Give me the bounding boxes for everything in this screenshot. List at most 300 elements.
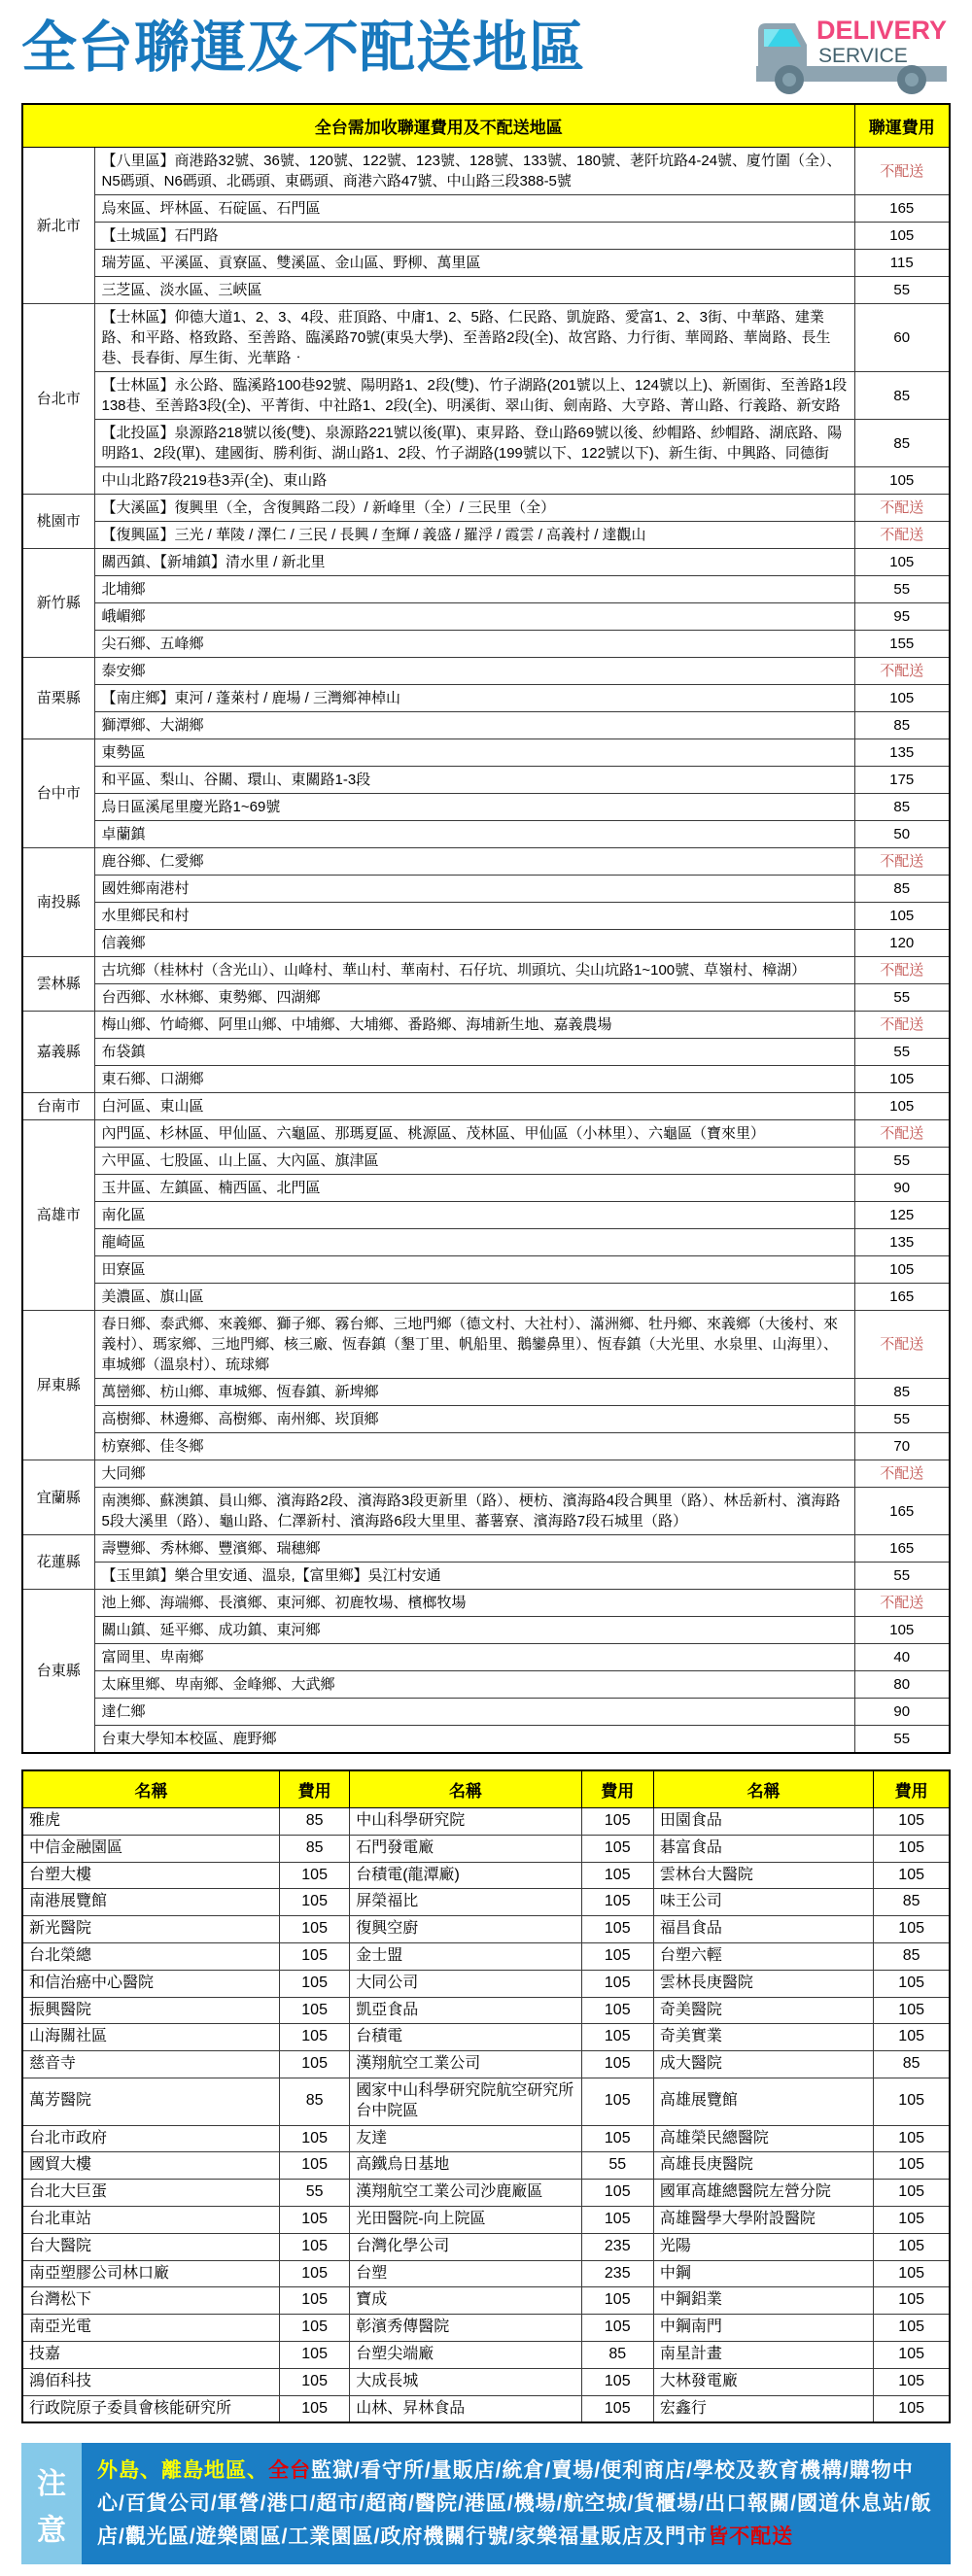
location-name-cell: 石門發電廠 xyxy=(350,1835,582,1862)
fee-cell: 55 xyxy=(854,1563,950,1590)
location-name-cell: 大同公司 xyxy=(350,1970,582,1997)
main-table-row xyxy=(22,767,950,794)
location-name-cell: 台積電(龍潭廠) xyxy=(350,1862,582,1889)
area-cell: 【南庄鄉】東河 / 蓬萊村 / 鹿場 / 三灣鄉神棹山 xyxy=(94,685,854,712)
area-cell: 關西鎮、【新埔鎮】清水里 / 新北里 xyxy=(94,549,854,576)
area-cell: 富岡里、卑南鄉 xyxy=(94,1644,854,1671)
main-table-row xyxy=(22,372,950,420)
location-fee-cell: 105 xyxy=(874,2260,950,2287)
location-fee-cell: 105 xyxy=(581,1942,653,1970)
location-fee-cell: 105 xyxy=(280,2152,350,2180)
area-cell: 【八里區】商港路32號、36號、120號、122號、123號、128號、133號、180號、荖阡坑路4-24號、廈竹圍（全）、N5碼頭、N6碼頭、北碼頭、東碼頭、商港六路47號、中山路三段388-5號 xyxy=(94,148,854,195)
area-cell: 梅山鄉、竹崎鄉、阿里山鄉、中埔鄉、大埔鄉、番路鄉、海埔新生地、嘉義農場 xyxy=(94,1012,854,1039)
main-table-row xyxy=(22,1488,950,1535)
area-cell: 【復興區】三光 / 華陵 / 澤仁 / 三民 / 長興 / 奎輝 / 義盛 / 羅浮 / 霞雲 / 高義村 / 達觀山 xyxy=(94,522,854,549)
location-name-cell: 台北車站 xyxy=(22,2206,280,2233)
main-table-row xyxy=(22,1148,950,1175)
location-fee-cell: 105 xyxy=(581,2051,653,2078)
fee-cell: 55 xyxy=(854,576,950,603)
main-table-row xyxy=(22,1460,950,1488)
fee-cell: 155 xyxy=(854,631,950,658)
area-cell: 東勢區 xyxy=(94,739,854,767)
location-name-cell: 味王公司 xyxy=(653,1889,873,1916)
main-table-row xyxy=(22,148,950,195)
fee-cell: 不配送 xyxy=(854,1012,950,1039)
location-fee-cell: 105 xyxy=(874,1835,950,1862)
fee-cell: 80 xyxy=(854,1671,950,1699)
main-table-row xyxy=(22,1229,950,1256)
location-name-cell: 光田醫院-向上院區 xyxy=(350,2206,582,2233)
fee-cell: 85 xyxy=(854,876,950,903)
fee-table-row xyxy=(22,1835,950,1862)
page-title: 全台聯運及不配送地區 xyxy=(21,17,585,79)
fee-table-row xyxy=(22,2051,950,2078)
location-fee-cell: 85 xyxy=(581,2341,653,2368)
main-table-row xyxy=(22,495,950,522)
location-name-cell: 宏鑫行 xyxy=(653,2395,873,2422)
main-table-row xyxy=(22,903,950,930)
area-cell: 【土城區】石門路 xyxy=(94,223,854,250)
fee-table-row xyxy=(22,2206,950,2233)
location-fee-cell: 105 xyxy=(280,2395,350,2422)
location-fee-cell: 55 xyxy=(581,2152,653,2180)
location-name-cell: 中鋼南門 xyxy=(653,2315,873,2342)
fee-cell: 90 xyxy=(854,1699,950,1726)
notice-label xyxy=(21,2443,82,2564)
main-table-row xyxy=(22,821,950,848)
location-fee-cell: 55 xyxy=(280,2180,350,2207)
location-name-cell: 台塑大樓 xyxy=(22,1862,280,1889)
location-name-cell: 碁富食品 xyxy=(653,1835,873,1862)
main-table-row xyxy=(22,930,950,957)
location-name-cell: 友達 xyxy=(350,2125,582,2152)
fee-cell: 105 xyxy=(854,685,950,712)
fee-cell: 165 xyxy=(854,1535,950,1563)
main-table-row xyxy=(22,1617,950,1644)
location-name-cell: 成大醫院 xyxy=(653,2051,873,2078)
notice-label-char: 意 xyxy=(37,2514,66,2547)
location-fee-cell: 105 xyxy=(581,1997,653,2024)
location-fee-cell: 105 xyxy=(280,2260,350,2287)
main-table-row xyxy=(22,1535,950,1563)
main-table-row xyxy=(22,1433,950,1460)
county-cell: 台東縣 xyxy=(22,1590,94,1754)
location-name-cell: 金士盟 xyxy=(350,1942,582,1970)
fee-cell: 85 xyxy=(854,420,950,467)
location-name-cell: 台塑 xyxy=(350,2260,582,2287)
main-table-row xyxy=(22,794,950,821)
area-cell: 南澳鄉、蘇澳鎮、員山鄉、濱海路2段、濱海路3段更新里（路）、梗枋、濱海路4段合興里（路）、林岳新村、濱海路5段大溪里（路）、龜山路、仁澤新村、濱海路6段大里里、蕃薯寮、濱海路7段石城里（路） xyxy=(94,1488,854,1535)
main-table-row xyxy=(22,1039,950,1066)
location-fee-cell: 105 xyxy=(874,2125,950,2152)
fee-table-header-cell: 名稱 xyxy=(653,1770,873,1808)
area-cell: 【士林區】仰德大道1、2、3、4段、莊頂路、中庸1、2、5路、仁民路、凱旋路、愛富1、2、3街、中華路、建業路、和平路、格致路、至善路、臨溪路70號(東吳大學)、至善路2段(全)、故宮路、力行街、華岡路、華崗路、長生巷、長春街、厚生街、光華路‧ xyxy=(94,304,854,372)
location-name-cell: 高雄長庚醫院 xyxy=(653,2152,873,2180)
location-fee-cell: 105 xyxy=(874,2206,950,2233)
area-cell: 內門區、杉林區、甲仙區、六龜區、那瑪夏區、桃源區、茂林區、甲仙區（小林里）、六龜區（寶來里） xyxy=(94,1120,854,1148)
location-fee-cell: 105 xyxy=(280,1889,350,1916)
location-fee-cell: 105 xyxy=(280,1916,350,1943)
location-fee-cell: 105 xyxy=(280,2024,350,2051)
main-table-row xyxy=(22,1256,950,1284)
fee-cell: 120 xyxy=(854,930,950,957)
fee-cell: 不配送 xyxy=(854,495,950,522)
area-cell: 古坑鄉（桂林村（含光山）、山峰村、華山村、華南村、石仔坑、圳頭坑、尖山坑路1~100號、草嶺村、樟湖） xyxy=(94,957,854,984)
area-cell: 獅潭鄉、大湖鄉 xyxy=(94,712,854,739)
fee-table-row xyxy=(22,1808,950,1836)
main-table-row xyxy=(22,1175,950,1202)
fee-table-header-cell: 名稱 xyxy=(350,1770,582,1808)
fee-cell: 不配送 xyxy=(854,658,950,685)
county-cell: 嘉義縣 xyxy=(22,1012,94,1093)
area-cell: 關山鎮、延平鄉、成功鎮、東河鄉 xyxy=(94,1617,854,1644)
location-fee-cell: 105 xyxy=(581,1916,653,1943)
location-name-cell: 中鋼 xyxy=(653,2260,873,2287)
location-fee-cell: 105 xyxy=(581,1970,653,1997)
location-fee-cell: 85 xyxy=(280,1808,350,1836)
fee-cell: 不配送 xyxy=(854,1460,950,1488)
fee-cell: 105 xyxy=(854,1617,950,1644)
location-fee-cell: 105 xyxy=(581,1835,653,1862)
fee-table-row xyxy=(22,1970,950,1997)
main-table-row xyxy=(22,304,950,372)
fee-table-header-cell: 名稱 xyxy=(22,1770,280,1808)
main-table-row xyxy=(22,1202,950,1229)
location-fee-cell: 105 xyxy=(280,2315,350,2342)
location-name-cell: 新光醫院 xyxy=(22,1916,280,1943)
notice-segment: 皆不配送 xyxy=(708,2524,794,2548)
delivery-truck-icon xyxy=(756,6,951,95)
main-table-header-row xyxy=(22,104,950,148)
main-table-row xyxy=(22,957,950,984)
location-fee-cell: 105 xyxy=(581,2206,653,2233)
fee-cell: 165 xyxy=(854,1488,950,1535)
area-cell: 六甲區、七股區、山上區、大內區、旗津區 xyxy=(94,1148,854,1175)
location-name-cell: 行政院原子委員會核能研究所 xyxy=(22,2395,280,2422)
main-table-header-fee: 聯運費用 xyxy=(854,104,950,148)
location-name-cell: 中山科學研究院 xyxy=(350,1808,582,1836)
location-name-cell: 台灣化學公司 xyxy=(350,2233,582,2260)
fee-cell: 165 xyxy=(854,1284,950,1311)
fee-cell: 不配送 xyxy=(854,1311,950,1379)
fee-cell: 105 xyxy=(854,1066,950,1093)
location-name-cell: 和信治癌中心醫院 xyxy=(22,1970,280,1997)
fee-cell: 95 xyxy=(854,603,950,631)
fee-cell: 不配送 xyxy=(854,1590,950,1617)
area-cell: 布袋鎮 xyxy=(94,1039,854,1066)
main-table-row xyxy=(22,576,950,603)
main-table-row xyxy=(22,1726,950,1754)
fee-cell: 40 xyxy=(854,1644,950,1671)
fee-cell: 105 xyxy=(854,1256,950,1284)
fee-table-row xyxy=(22,2180,950,2207)
fee-table-row xyxy=(22,2368,950,2395)
county-cell: 宜蘭縣 xyxy=(22,1460,94,1535)
location-name-cell: 台大醫院 xyxy=(22,2233,280,2260)
area-cell: 達仁鄉 xyxy=(94,1699,854,1726)
fee-cell: 105 xyxy=(854,223,950,250)
fee-table-row xyxy=(22,2395,950,2422)
location-fee-cell: 105 xyxy=(280,2051,350,2078)
main-table-row xyxy=(22,1012,950,1039)
area-cell: 台西鄉、水林鄉、東勢鄉、四湖鄉 xyxy=(94,984,854,1012)
location-name-cell: 慈音寺 xyxy=(22,2051,280,2078)
main-table-row xyxy=(22,549,950,576)
main-table-row xyxy=(22,522,950,549)
main-table-row xyxy=(22,658,950,685)
fee-cell: 55 xyxy=(854,1039,950,1066)
area-cell: 瑞芳區、平溪區、貢寮區、雙溪區、金山區、野柳、萬里區 xyxy=(94,250,854,277)
notice-box xyxy=(21,2443,951,2564)
area-cell: 枋寮鄉、佳冬鄉 xyxy=(94,1433,854,1460)
fee-table-row xyxy=(22,1916,950,1943)
area-cell: 和平區、梨山、谷關、環山、東關路1-3段 xyxy=(94,767,854,794)
main-table-row xyxy=(22,1379,950,1406)
location-fee-cell: 105 xyxy=(874,1997,950,2024)
main-table-row xyxy=(22,277,950,304)
fee-cell: 60 xyxy=(854,304,950,372)
fee-cell: 70 xyxy=(854,1433,950,1460)
notice-text xyxy=(82,2443,951,2564)
main-table-row xyxy=(22,1066,950,1093)
area-cell: 台東大學知本校區、鹿野鄉 xyxy=(94,1726,854,1754)
location-fee-cell: 105 xyxy=(280,2125,350,2152)
fee-table-row xyxy=(22,1889,950,1916)
county-cell: 台中市 xyxy=(22,739,94,848)
fee-table-row xyxy=(22,1997,950,2024)
page xyxy=(21,0,951,2564)
county-cell: 雲林縣 xyxy=(22,957,94,1012)
location-name-cell: 寶成 xyxy=(350,2287,582,2315)
main-table-row xyxy=(22,984,950,1012)
location-name-cell: 台北市政府 xyxy=(22,2125,280,2152)
area-cell: 烏來區、坪林區、石碇區、石門區 xyxy=(94,195,854,223)
main-table-row xyxy=(22,1093,950,1120)
location-name-cell: 漢翔航空工業公司沙鹿廠區 xyxy=(350,2180,582,2207)
main-table-row xyxy=(22,876,950,903)
main-table-row xyxy=(22,195,950,223)
fee-cell: 55 xyxy=(854,277,950,304)
main-table-row xyxy=(22,1120,950,1148)
truck-badge-line1: DELIVERY xyxy=(816,16,948,45)
area-cell: 【北投區】泉源路218號以後(雙)、泉源路221號以後(單)、東昇路、登山路69號以後、紗帽路、紗帽路、湖底路、陽明路1、2段(單)、建國街、勝利街、湖山路1、2段、竹子湖路(199號以下、122號以下)、新生街、中興路、同德街 xyxy=(94,420,854,467)
location-fee-cell: 105 xyxy=(280,2233,350,2260)
fee-cell: 105 xyxy=(854,467,950,495)
location-name-cell: 復興空廚 xyxy=(350,1916,582,1943)
fee-cell: 90 xyxy=(854,1175,950,1202)
location-name-cell: 中信金融園區 xyxy=(22,1835,280,1862)
fee-cell: 85 xyxy=(854,794,950,821)
location-name-cell: 高雄榮民總醫院 xyxy=(653,2125,873,2152)
fee-cell: 50 xyxy=(854,821,950,848)
fee-cell: 85 xyxy=(854,712,950,739)
main-table-row xyxy=(22,685,950,712)
fee-cell: 85 xyxy=(854,1379,950,1406)
fee-cell: 105 xyxy=(854,903,950,930)
location-name-cell: 彰濱秀傳醫院 xyxy=(350,2315,582,2342)
area-cell: 峨嵋鄉 xyxy=(94,603,854,631)
fee-table-row xyxy=(22,1862,950,1889)
fee-table-row xyxy=(22,1942,950,1970)
main-table-row xyxy=(22,631,950,658)
area-cell: 池上鄉、海端鄉、長濱鄉、東河鄉、初鹿牧場、檳榔牧場 xyxy=(94,1590,854,1617)
location-fee-cell: 105 xyxy=(874,2024,950,2051)
main-table-row xyxy=(22,420,950,467)
area-cell: 龍崎區 xyxy=(94,1229,854,1256)
area-cell: 鹿谷鄉、仁愛鄉 xyxy=(94,848,854,876)
fee-table-row xyxy=(22,2341,950,2368)
location-fee-cell: 235 xyxy=(581,2260,653,2287)
county-cell: 南投縣 xyxy=(22,848,94,957)
location-fee-cell: 105 xyxy=(874,1916,950,1943)
main-table-body xyxy=(22,148,950,1754)
location-name-cell: 福昌食品 xyxy=(653,1916,873,1943)
location-name-cell: 台塑尖端廠 xyxy=(350,2341,582,2368)
fee-cell: 不配送 xyxy=(854,848,950,876)
location-name-cell: 大林發電廠 xyxy=(653,2368,873,2395)
area-cell: 大同鄉 xyxy=(94,1460,854,1488)
location-name-cell: 鴻佰科技 xyxy=(22,2368,280,2395)
fee-table-header-cell: 費用 xyxy=(280,1770,350,1808)
location-name-cell: 雲林台大醫院 xyxy=(653,1862,873,1889)
location-name-cell: 南港展覽館 xyxy=(22,1889,280,1916)
fee-cell: 不配送 xyxy=(854,148,950,195)
county-cell: 台南市 xyxy=(22,1093,94,1120)
main-table-row xyxy=(22,739,950,767)
area-cell: 美濃區、旗山區 xyxy=(94,1284,854,1311)
location-fee-cell: 105 xyxy=(874,2180,950,2207)
area-cell: 尖石鄉、五峰鄉 xyxy=(94,631,854,658)
surcharge-area-table xyxy=(21,103,951,1754)
location-name-cell: 台灣松下 xyxy=(22,2287,280,2315)
area-cell: 東石鄉、口湖鄉 xyxy=(94,1066,854,1093)
location-name-cell: 國家中山科學研究院航空研究所台中院區 xyxy=(350,2078,582,2125)
main-table-row xyxy=(22,1671,950,1699)
fee-table-row xyxy=(22,2125,950,2152)
fee-table-row xyxy=(22,2233,950,2260)
county-cell: 苗栗縣 xyxy=(22,658,94,739)
area-cell: 國姓鄉南港村 xyxy=(94,876,854,903)
location-fee-cell: 105 xyxy=(581,2180,653,2207)
location-fee-cell: 105 xyxy=(874,1862,950,1889)
area-cell: 高樹鄉、林邊鄉、高樹鄉、南州鄉、崁頂鄉 xyxy=(94,1406,854,1433)
location-name-cell: 技嘉 xyxy=(22,2341,280,2368)
location-fee-cell: 85 xyxy=(874,2051,950,2078)
fee-cell: 55 xyxy=(854,1406,950,1433)
location-name-cell: 高雄展覽館 xyxy=(653,2078,873,2125)
area-cell: 【玉里鎮】樂合里安通、溫泉,【富里鄉】吳江村安通 xyxy=(94,1563,854,1590)
fee-cell: 85 xyxy=(854,372,950,420)
location-name-cell: 台北榮總 xyxy=(22,1942,280,1970)
fee-table-body xyxy=(22,1808,950,2423)
county-cell: 屏東縣 xyxy=(22,1311,94,1460)
location-name-cell: 國軍高雄總醫院左營分院 xyxy=(653,2180,873,2207)
main-table-row xyxy=(22,1311,950,1379)
location-fee-cell: 105 xyxy=(581,2315,653,2342)
fee-cell: 115 xyxy=(854,250,950,277)
fee-cell: 175 xyxy=(854,767,950,794)
location-fee-cell: 105 xyxy=(581,2395,653,2422)
location-name-cell: 凱亞食品 xyxy=(350,1997,582,2024)
location-name-cell: 屏榮福比 xyxy=(350,1889,582,1916)
location-fee-cell: 105 xyxy=(280,2341,350,2368)
location-fee-cell: 105 xyxy=(874,2315,950,2342)
county-cell: 台北市 xyxy=(22,304,94,495)
location-fee-cell: 105 xyxy=(874,2368,950,2395)
location-fee-cell: 105 xyxy=(280,2206,350,2233)
area-cell: 田寮區 xyxy=(94,1256,854,1284)
main-table-row xyxy=(22,223,950,250)
main-table-row xyxy=(22,603,950,631)
fee-table-header-row xyxy=(22,1770,950,1808)
location-name-cell: 漢翔航空工業公司 xyxy=(350,2051,582,2078)
main-table-row xyxy=(22,848,950,876)
location-fee-cell: 235 xyxy=(581,2233,653,2260)
location-name-cell: 南星計畫 xyxy=(653,2341,873,2368)
fee-table-row xyxy=(22,2152,950,2180)
location-fee-cell: 105 xyxy=(280,1862,350,1889)
location-fee-cell: 105 xyxy=(280,2287,350,2315)
main-table-row xyxy=(22,1590,950,1617)
location-name-cell: 台塑六輕 xyxy=(653,1942,873,1970)
fee-table-row xyxy=(22,2287,950,2315)
main-table-row xyxy=(22,467,950,495)
county-cell: 桃園市 xyxy=(22,495,94,549)
area-cell: 萬巒鄉、枋山鄉、車城鄉、恆春鎮、新埤鄉 xyxy=(94,1379,854,1406)
county-cell: 高雄市 xyxy=(22,1120,94,1311)
location-fee-cell: 105 xyxy=(280,1997,350,2024)
main-table-row xyxy=(22,1406,950,1433)
location-name-cell: 雲林長庚醫院 xyxy=(653,1970,873,1997)
fee-table-row xyxy=(22,2315,950,2342)
location-name-cell: 大成長城 xyxy=(350,2368,582,2395)
fee-table-row xyxy=(22,2260,950,2287)
area-cell: 卓蘭鎮 xyxy=(94,821,854,848)
location-fee-cell: 105 xyxy=(581,1808,653,1836)
location-name-cell: 中鋼鋁業 xyxy=(653,2287,873,2315)
location-name-cell: 奇美實業 xyxy=(653,2024,873,2051)
fee-table-row xyxy=(22,2024,950,2051)
area-cell: 水里鄉民和村 xyxy=(94,903,854,930)
area-cell: 南化區 xyxy=(94,1202,854,1229)
location-fee-cell: 105 xyxy=(874,2078,950,2125)
fee-cell: 135 xyxy=(854,1229,950,1256)
location-fee-cell: 105 xyxy=(581,2024,653,2051)
location-fee-cell: 105 xyxy=(874,2341,950,2368)
location-fee-cell: 105 xyxy=(874,1970,950,1997)
area-cell: 春日鄉、泰武鄉、來義鄉、獅子鄉、霧台鄉、三地門鄉（德文村、大社村）、滿洲鄉、牡丹鄉、來義鄉（大後村、來義村）、瑪家鄉、三地門鄉、核三廠、恆春鎮（墾丁里、帆船里、鵝鑾鼻里）、恆春鎮（大光里、水泉里、山海里）、車城鄉（溫泉村）、琉球鄉 xyxy=(94,1311,854,1379)
notice-segment: 外島、離島地區、 xyxy=(97,2459,268,2483)
area-cell: 泰安鄉 xyxy=(94,658,854,685)
area-cell: 玉井區、左鎮區、楠西區、北門區 xyxy=(94,1175,854,1202)
fee-cell: 165 xyxy=(854,195,950,223)
location-name-cell: 光陽 xyxy=(653,2233,873,2260)
location-name-cell: 台北大巨蛋 xyxy=(22,2180,280,2207)
location-fee-cell: 105 xyxy=(581,2368,653,2395)
location-name-cell: 山海關社區 xyxy=(22,2024,280,2051)
location-name-cell: 奇美醫院 xyxy=(653,1997,873,2024)
location-fee-cell: 105 xyxy=(874,2287,950,2315)
location-name-cell: 南亞光電 xyxy=(22,2315,280,2342)
notice-label-char: 注 xyxy=(37,2467,66,2500)
location-fee-cell: 105 xyxy=(874,2395,950,2422)
county-cell: 新竹縣 xyxy=(22,549,94,658)
location-fee-cell: 85 xyxy=(874,1889,950,1916)
county-cell: 花蓮縣 xyxy=(22,1535,94,1590)
fee-cell: 55 xyxy=(854,1726,950,1754)
location-fee-cell: 105 xyxy=(280,1970,350,1997)
fee-table-header-cell: 費用 xyxy=(581,1770,653,1808)
